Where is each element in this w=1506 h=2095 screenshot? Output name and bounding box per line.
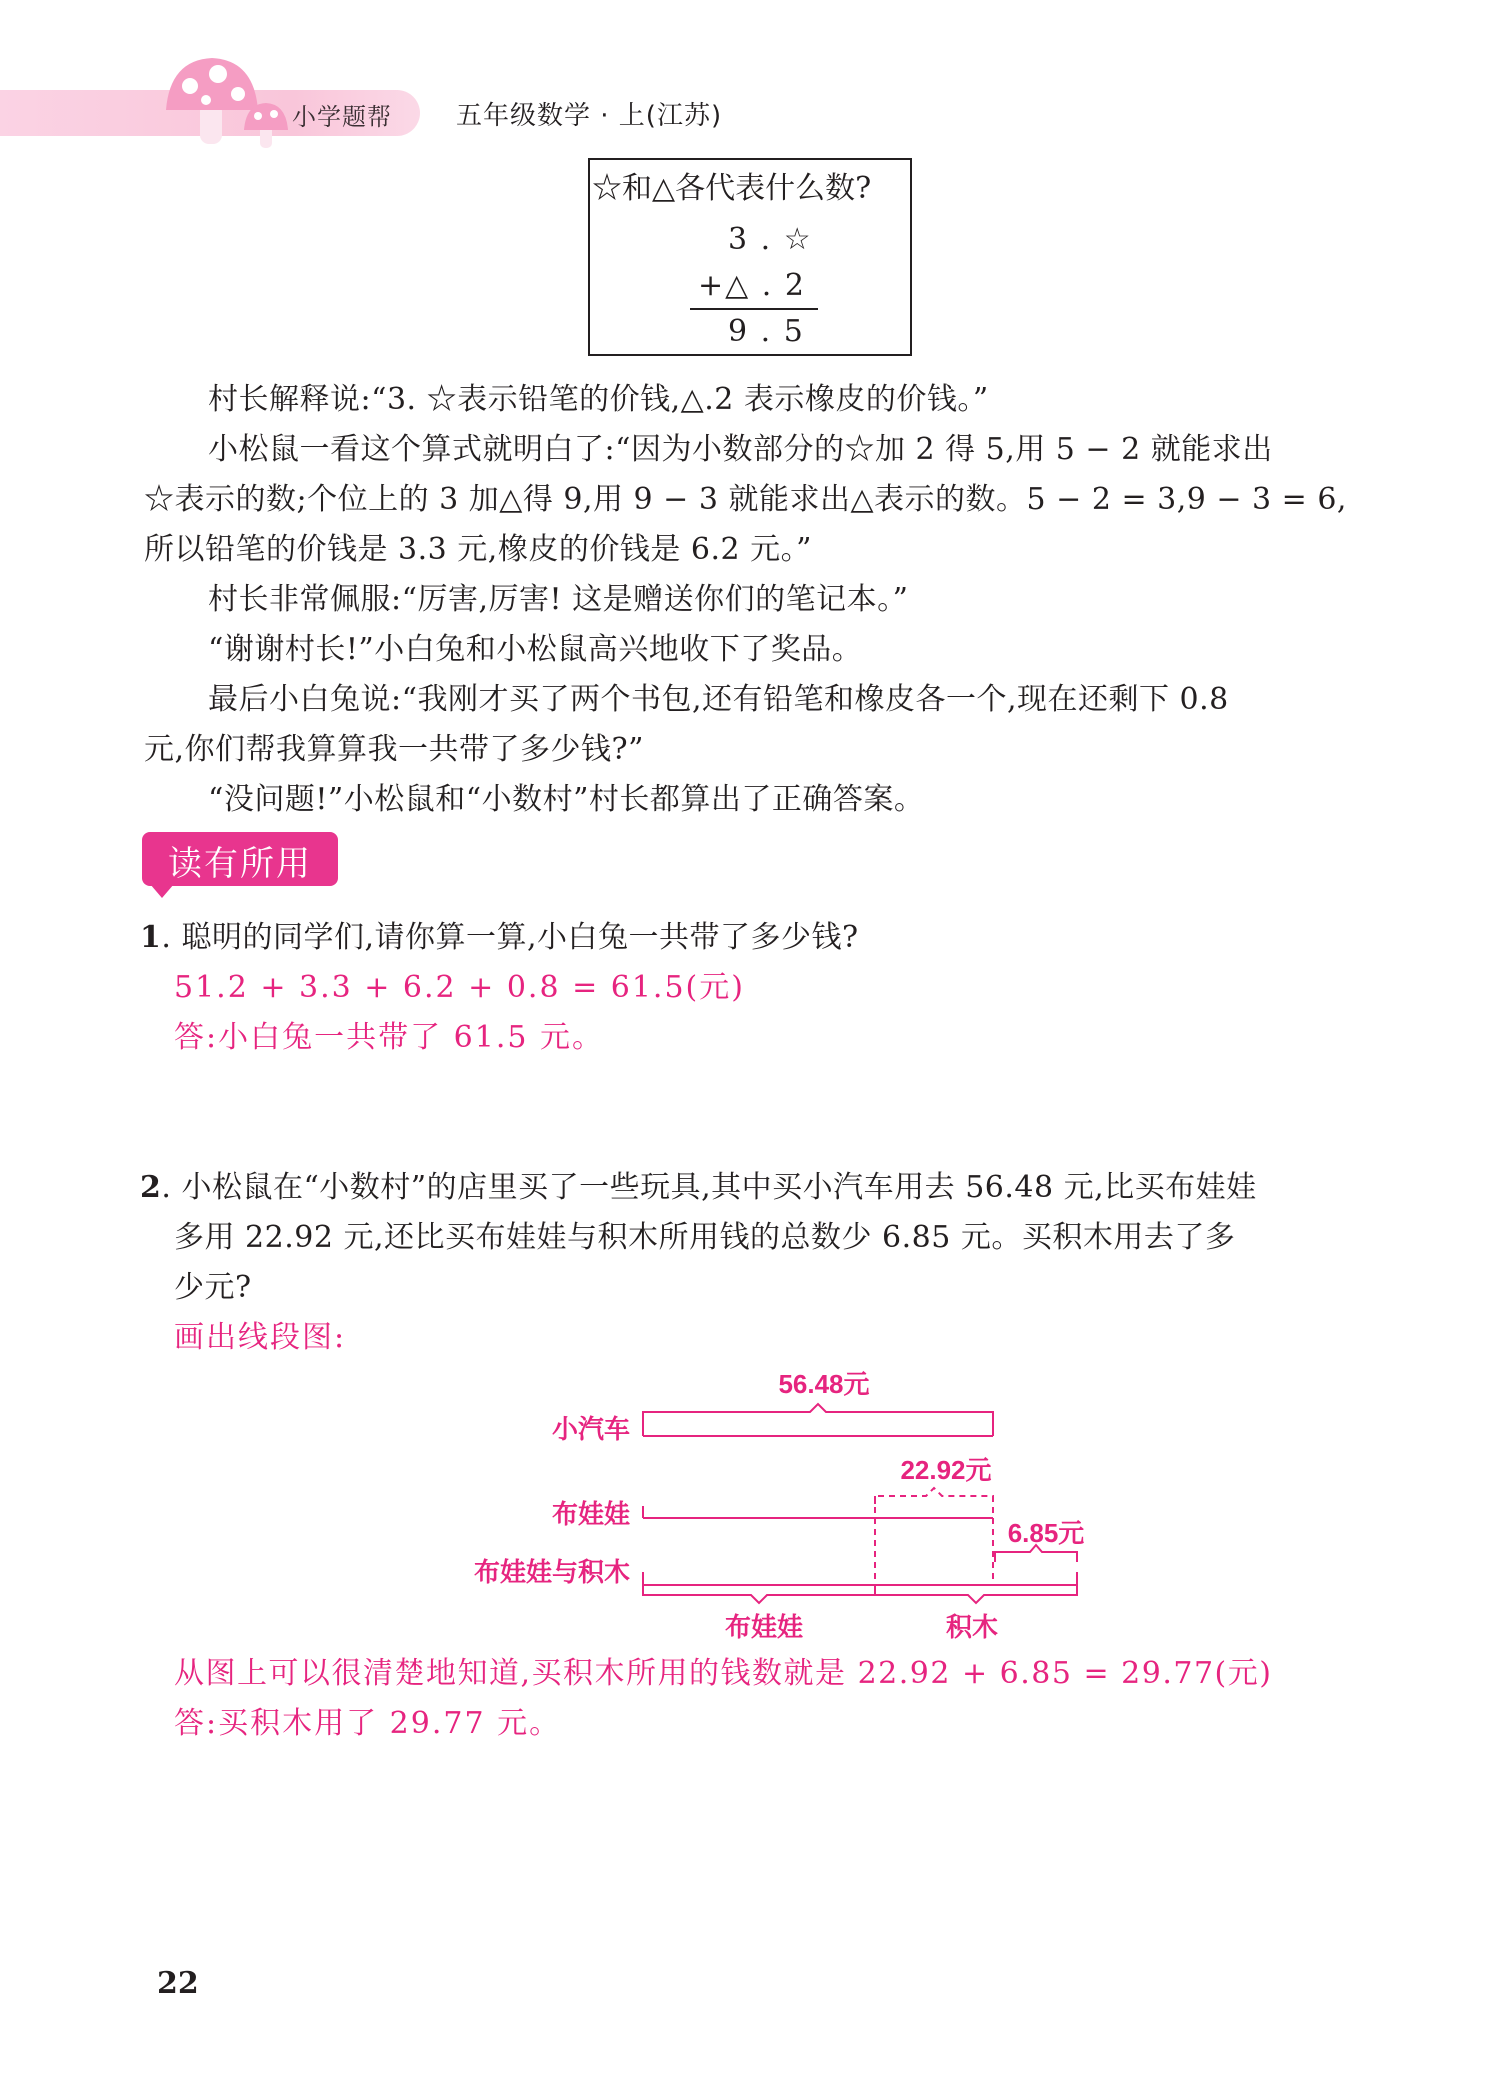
question-text: 多用 22.92 元,还比买布娃娃与积木所用钱的总数少 6.85 元。买积木用去了多: [174, 1220, 1236, 1255]
car-label: 小汽车: [551, 1414, 630, 1444]
story-paragraph: “谢谢村长!”小白兔和小松鼠高兴地收下了奖品。: [208, 632, 863, 667]
book-title: 五年级数学 · 上(江苏): [456, 101, 723, 131]
story-paragraph: 村长解释说:“3. ☆表示铅笔的价钱,△.2 表示橡皮的价钱。”: [208, 382, 989, 417]
extra-amount-label: 6.85元: [1007, 1518, 1085, 1548]
section-tag-label: 读有所用: [168, 844, 312, 884]
combo-label: 布娃娃与积木: [473, 1557, 630, 1587]
bottom-doll-label: 布娃娃: [724, 1612, 804, 1642]
story-paragraph: 小松鼠一看这个算式就明白了:“因为小数部分的☆加 2 得 5,用 5 − 2 就能求出: [208, 432, 1273, 467]
answer-text: 答:买积木用了 29.77 元。: [174, 1706, 562, 1741]
story-paragraph: 最后小白兔说:“我刚才买了两个书包,还有铅笔和橡皮各一个,现在还剩下 0.8: [208, 682, 1229, 717]
question-number: 2: [140, 1170, 162, 1205]
question-text: 少元?: [174, 1270, 252, 1305]
explanation: 从图上可以很清楚地知道,买积木所用的钱数就是 22.92 + 6.85 = 29.77(元): [174, 1656, 1273, 1691]
story-paragraph: ☆表示的数;个位上的 3 加△得 9,用 9 − 3 就能求出△表示的数。5 − 2 = 3,9 − 3 = 6,: [144, 482, 1347, 517]
story-paragraph: “没问题!”小松鼠和“小数村”村长都算出了正确答案。: [208, 782, 925, 817]
story-paragraph: 村长非常佩服:“厉害,厉害! 这是赠送你们的笔记本。”: [208, 582, 909, 617]
puzzle-row-2: +△ . 2: [698, 268, 806, 303]
bottom-blocks-label: 积木: [945, 1612, 999, 1642]
diff-amount-label: 22.92元: [900, 1455, 992, 1485]
question-text: . 聪明的同学们,请你算一算,小白兔一共带了多少钱?: [161, 920, 859, 955]
puzzle-row-3: 9 . 5: [728, 314, 805, 349]
puzzle-row-1: 3 . ☆: [728, 222, 813, 257]
car-brace: [643, 1404, 993, 1422]
question-number: 1: [140, 920, 162, 955]
brand-label: 小学题帮: [292, 103, 392, 131]
bottom-blocks-brace: [875, 1585, 1077, 1603]
answer-text: 答:小白兔一共带了 61.5 元。: [174, 1020, 604, 1055]
draw-prompt: 画出线段图:: [174, 1320, 347, 1355]
question-text: . 小松鼠在“小数村”的店里买了一些玩具,其中买小汽车用去 56.48 元,比买布娃娃: [161, 1170, 1257, 1205]
diff-brace: [875, 1488, 993, 1504]
answer-equation: 51.2 + 3.3 + 6.2 + 0.8 = 61.5(元): [174, 970, 745, 1005]
puzzle-question: ☆和△各代表什么数?: [592, 171, 872, 206]
bottom-doll-brace: [643, 1585, 875, 1603]
story-paragraph: 元,你们帮我算算我一共带了多少钱?”: [144, 732, 644, 767]
car-amount-label: 56.48元: [778, 1369, 870, 1399]
page-number: 22: [157, 1966, 199, 2001]
doll-label: 布娃娃: [551, 1499, 630, 1529]
story-paragraph: 所以铅笔的价钱是 3.3 元,橡皮的价钱是 6.2 元。”: [144, 532, 812, 567]
